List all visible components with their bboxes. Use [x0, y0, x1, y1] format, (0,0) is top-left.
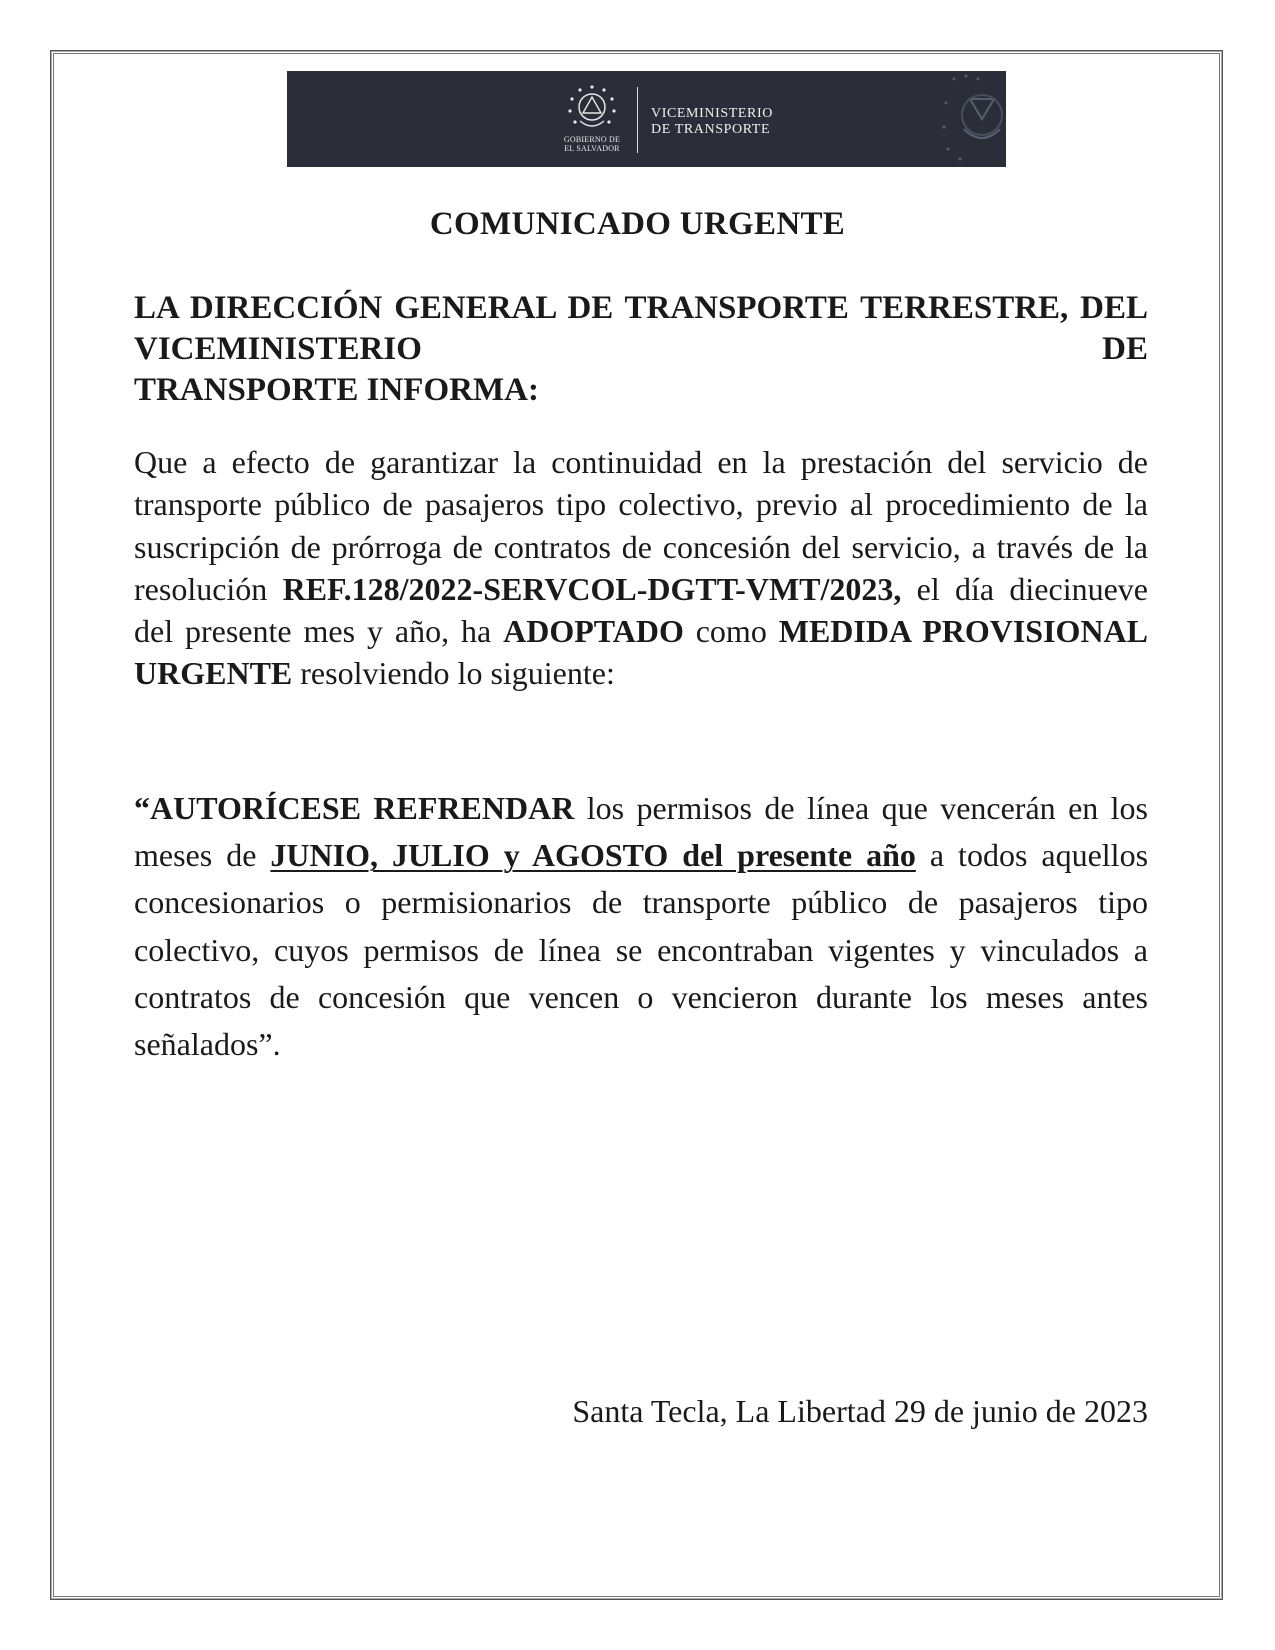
- paragraph1-text3: como: [683, 613, 779, 650]
- ministry-name: [651, 106, 773, 138]
- resolution-lead: “AUTORÍCESE REFRENDAR: [134, 790, 575, 826]
- measure-keyword: MEDIDA PROVISIONAL URGENTE: [134, 613, 1149, 692]
- months-highlight: JUNIO, JULIO y AGOSTO del presente año: [270, 837, 916, 874]
- body-paragraph-2: [134, 785, 1148, 1068]
- ministry-line1: VICEMINISTERIO: [651, 106, 773, 121]
- seal-caption-line2: EL SALVADOR: [564, 144, 620, 153]
- heading-line1: LA DIRECCIÓN GENERAL DE TRANSPORTE TERRESTRE, DEL VICEMINISTERIO DE: [134, 290, 1148, 367]
- paragraph1-text2: el día diecinueve del presente mes y año, ha: [134, 570, 1148, 650]
- paragraph1-text4: resolviendo lo siguiente:: [292, 655, 615, 692]
- resolution-reference: REF.128/2022-SERVCOL-DGTT-VMT/2023,: [282, 570, 902, 607]
- place-and-date: Santa Tecla, La Libertad 29 de junio de 2023: [572, 1393, 1148, 1429]
- paragraph2-text2: a todos aquellos concesionarios o permisionarios de transporte público de pasajeros tipo colectivo, cuyos permisos de línea se encontraban vigentes y vinculados a contratos de concesión que vencen o vencieron durante los meses antes señalados”.: [134, 837, 1149, 1063]
- page-title: COMUNICADO URGENTE: [429, 206, 846, 242]
- seal-caption: [552, 135, 632, 153]
- adopted-keyword: ADOPTADO: [503, 613, 684, 650]
- seal-caption-line1: GOBIERNO DE: [563, 135, 621, 144]
- ministry-line2: DE TRANSPORTE: [651, 122, 771, 137]
- body-paragraph-1: [134, 441, 1148, 695]
- announcement-heading: [134, 288, 1148, 411]
- decorative-stars-icon: [936, 71, 1006, 167]
- banner-divider: [637, 87, 638, 153]
- paragraph2-text1: los permisos de línea que vencerán en los meses de: [134, 790, 1149, 874]
- heading-line2: TRANSPORTE INFORMA:: [134, 372, 539, 408]
- paragraph1-text1: Que a efecto de garantizar la continuidad en la prestación del servicio de transporte público de pasajeros tipo colectivo, previo al procedimiento de la suscripción de prórroga de contratos de concesión del servicio, a través de la resolución: [134, 444, 1148, 607]
- header-banner: [287, 71, 1006, 167]
